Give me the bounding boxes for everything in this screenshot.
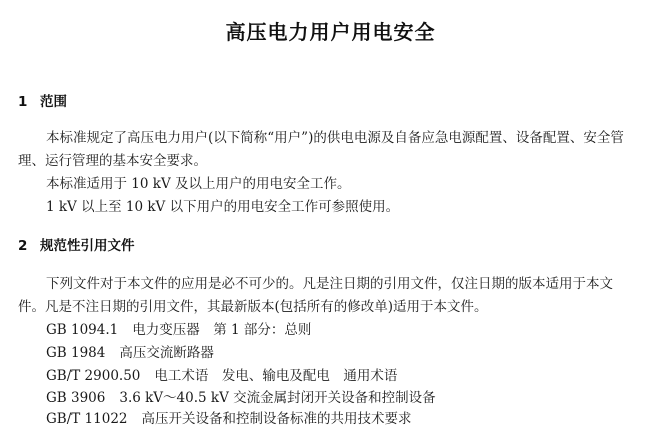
reference-code: GB/T 11022 xyxy=(46,411,128,427)
paragraph-line: 本标准规定了高压电力用户(以下简称“用户”)的供电电源及自备应急电源配置、设备配置、安全管 xyxy=(46,130,624,146)
section-title: 规范性引用文件 xyxy=(40,238,135,254)
section-number: 1 xyxy=(18,94,28,110)
reference-title: 电工术语 发电、输电及配电 通用术语 xyxy=(154,368,398,384)
reference-title: 3.6 kV～40.5 kV 交流金属封闭开关设备和控制设备 xyxy=(119,390,436,406)
reference-code: GB 3906 xyxy=(46,390,106,406)
section-heading-normative-references xyxy=(18,234,135,254)
reference-item xyxy=(46,341,214,361)
reference-item xyxy=(46,364,397,384)
reference-title: 电力变压器 第 1 部分：总则 xyxy=(132,322,312,338)
section-number: 2 xyxy=(18,238,28,254)
paragraph-line: 理、运行管理的基本安全要求。 xyxy=(18,153,207,169)
paragraph-line: 1 kV 以上至 10 kV 以下用户的用电安全工作可参照使用。 xyxy=(46,199,400,215)
reference-code: GB 1984 xyxy=(46,345,106,361)
reference-title: 高压交流断路器 xyxy=(119,345,214,361)
reference-item xyxy=(46,407,412,427)
reference-title: 高压开关设备和控制设备标准的共用技术要求 xyxy=(141,411,412,427)
document-title: 高压电力用户用电安全 xyxy=(225,20,436,44)
paragraph-line: 本标准适用于 10 kV 及以上用户的用电安全工作。 xyxy=(46,176,351,192)
reference-item xyxy=(46,318,311,338)
reference-code: GB/T 2900.50 xyxy=(46,368,141,384)
reference-item xyxy=(46,386,436,406)
paragraph-line: 下列文件对于本文件的应用是必不可少的。凡是注日期的引用文件，仅注日期的版本适用于本文 xyxy=(46,276,613,292)
section-heading-scope xyxy=(18,90,67,110)
paragraph-line: 件。凡是不注日期的引用文件，其最新版本(包括所有的修改单)适用于本文件。 xyxy=(18,299,488,315)
section-title: 范围 xyxy=(40,94,67,110)
reference-code: GB 1094.1 xyxy=(46,322,119,338)
